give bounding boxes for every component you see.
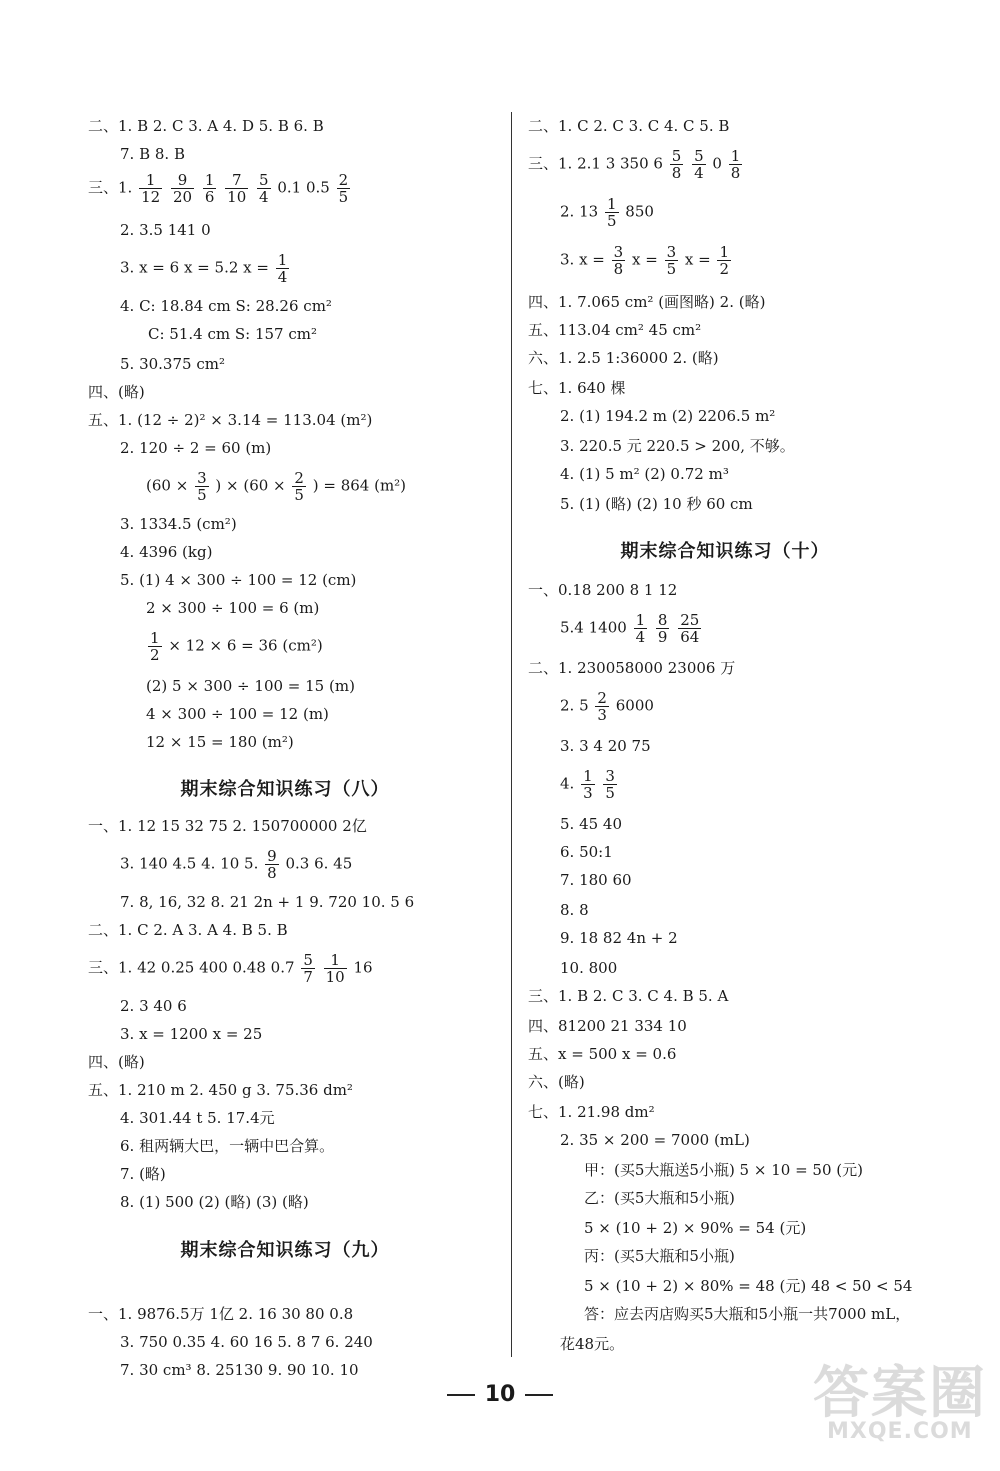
dash-left — [447, 1394, 475, 1396]
answer-line: 一、1. 12 15 32 75 2. 150700000 2亿 — [88, 817, 367, 835]
answer-line: 2. 3 40 6 — [120, 997, 187, 1015]
answer-line: 3. 1334.5 (cm²) — [120, 515, 237, 533]
answer-line: 七、1. 640 棵 — [528, 379, 626, 397]
fraction: $\frac{2}{5}$ — [294, 469, 304, 504]
answer-line: 七、1. 21.98 dm² — [528, 1103, 655, 1121]
answer-line: 4. (1) 5 m² (2) 0.72 m³ — [560, 465, 729, 483]
answer-line: 三、1. B 2. C 3. C 4. B 5. A — [528, 987, 729, 1005]
dash-right — [525, 1394, 553, 1396]
fraction: $\frac{5}{4}$ — [259, 171, 269, 206]
fraction: $\frac{3}{8}$ — [613, 243, 624, 278]
page-number: 10 — [0, 1382, 1000, 1407]
answer-line: 7. 30 cm³ 8. 25130 9. 90 10. 10 — [120, 1361, 359, 1379]
answer-line: 9. 18 82 4n + 2 — [560, 929, 678, 947]
answer-line: 4. C: 18.84 cm S: 28.26 cm² — [120, 297, 332, 315]
answer-line: 12 × 15 = 180 (m²) — [146, 733, 294, 751]
fraction: $\frac{5}{4}$ — [694, 147, 704, 182]
answer-line: 一、0.18 200 8 1 12 — [528, 581, 678, 599]
fraction: $\frac{3}{5}$ — [666, 243, 677, 278]
answer-line: 花48元。 — [560, 1335, 625, 1353]
answer-line: 丙：(买5大瓶和5小瓶) — [584, 1247, 735, 1265]
answer-line: 8. 8 — [560, 901, 589, 919]
watermark-logo — [813, 1349, 988, 1459]
fraction: $\frac{1}{2}$ — [150, 629, 160, 664]
answer-line: 乙：(买5大瓶和5小瓶) — [584, 1189, 735, 1207]
answer-line: 5. (1) (略) (2) 10 秒 60 cm — [560, 495, 753, 513]
fraction: $\frac{25}{64}$ — [680, 611, 700, 646]
fraction: $\frac{1}{3}$ — [583, 767, 593, 802]
fraction: $\frac{7}{10}$ — [227, 171, 247, 206]
answer-line: 2. (1) 194.2 m (2) 2206.5 m² — [560, 407, 776, 425]
answer-line: 三、1. $\frac{1}{12}$ $\frac{9}{20}$ $\frac{1}{6}$ $\frac{7}{10}$ $\frac{5}{4}$ 0.1 0.5 $\frac{2}{5}$ — [88, 171, 349, 206]
fraction: $\frac{3}{5}$ — [605, 767, 615, 802]
answer-line: 7. 8, 16, 32 8. 21 2n + 1 9. 720 10. 5 6 — [120, 893, 415, 911]
answer-line: 7. 180 60 — [560, 871, 632, 889]
answer-line: C: 51.4 cm S: 157 cm² — [148, 325, 317, 343]
answer-line: 3. x = 6 x = 5.2 x = $\frac{1}{4}$ — [120, 251, 288, 286]
watermark-cn: 答案圈 — [813, 1361, 987, 1426]
answer-line: 4. 301.44 t 5. 17.4元 — [120, 1109, 275, 1127]
fraction: $\frac{9}{8}$ — [267, 847, 277, 882]
fraction: $\frac{1}{10}$ — [325, 951, 345, 986]
answer-line: 4 × 300 ÷ 100 = 12 (m) — [146, 705, 329, 723]
answer-line: 7. (略) — [120, 1165, 166, 1183]
section-title: 期末综合知识练习（九） — [180, 1240, 390, 1261]
answer-line: (2) 5 × 300 ÷ 100 = 15 (m) — [146, 677, 355, 695]
answer-line: 四、81200 21 334 10 — [528, 1017, 687, 1035]
answer-line: 三、1. 2.1 3 350 6 $\frac{5}{8}$ $\frac{5}{4}$ 0 $\frac{1}{8}$ — [528, 147, 741, 182]
answer-line: 五、1. (12 ÷ 2)² × 3.14 = 113.04 (m²) — [88, 411, 373, 429]
answer-line: 3. 750 0.35 4. 60 16 5. 8 7 6. 240 — [120, 1333, 373, 1351]
answer-line: 六、(略) — [528, 1073, 585, 1091]
answer-line: 二、1. C 2. C 3. C 4. C 5. B — [528, 117, 730, 135]
answer-line: 3. x = $\frac{3}{8}$ x = $\frac{3}{5}$ x = $\frac{1}{2}$ — [560, 243, 730, 278]
answer-line: 五、x = 500 x = 0.6 — [528, 1045, 677, 1063]
answer-line: 5.4 1400 $\frac{1}{4}$ $\frac{8}{9}$ $\frac{25}{64}$ — [560, 611, 700, 646]
answer-line: 四、1. 7.065 cm² (画图略) 2. (略) — [528, 293, 766, 311]
fraction: $\frac{2}{3}$ — [597, 689, 607, 724]
answer-line: 2. 5 $\frac{2}{3}$ 6000 — [560, 689, 654, 724]
answer-line: 五、1. 210 m 2. 450 g 3. 75.36 dm² — [88, 1081, 353, 1099]
section-title: 期末综合知识练习（八） — [180, 779, 390, 800]
answer-line: 4. 4396 (kg) — [120, 543, 213, 561]
answer-line: 六、1. 2.5 1:36000 2. (略) — [528, 349, 719, 367]
answer-line: 四、(略) — [88, 383, 145, 401]
column-divider — [511, 112, 512, 1357]
fraction: $\frac{5}{8}$ — [671, 147, 682, 182]
answer-line: 四、(略) — [88, 1053, 145, 1071]
answer-line: 2 × 300 ÷ 100 = 6 (m) — [146, 599, 320, 617]
answer-line: 5. 45 40 — [560, 815, 623, 833]
answer-line: 2. 120 ÷ 2 = 60 (m) — [120, 439, 272, 457]
answer-line: 3. 220.5 元 220.5 > 200, 不够。 — [560, 437, 795, 455]
fraction: $\frac{1}{6}$ — [204, 171, 215, 206]
answer-line: 5. 30.375 cm² — [120, 355, 225, 373]
fraction: $\frac{1}{12}$ — [141, 171, 161, 206]
answer-line: 五、113.04 cm² 45 cm² — [528, 321, 702, 339]
fraction: $\frac{5}{7}$ — [303, 951, 313, 986]
answer-line: $\frac{1}{2}$ × 12 × 6 = 36 (cm²) — [150, 629, 323, 664]
answer-line: 8. (1) 500 (2) (略) (3) (略) — [120, 1193, 309, 1211]
answer-line: 2. 13 $\frac{1}{5}$ 850 — [560, 195, 654, 230]
fraction: $\frac{1}{2}$ — [719, 243, 730, 278]
answer-line: 6. 租两辆大巴，一辆中巴合算。 — [120, 1137, 335, 1155]
answer-line: 3. 3 4 20 75 — [560, 737, 651, 755]
answer-line: 三、1. 42 0.25 400 0.48 0.7 $\frac{5}{7}$ $\frac{1}{10}$ 16 — [88, 951, 373, 986]
fraction: $\frac{1}{4}$ — [277, 251, 288, 286]
fraction: $\frac{9}{20}$ — [172, 171, 193, 206]
answer-line: 甲：(买5大瓶送5小瓶) 5 × 10 = 50 (元) — [584, 1161, 863, 1179]
fraction: $\frac{1}{5}$ — [606, 195, 617, 230]
answer-line: 3. x = 1200 x = 25 — [120, 1025, 263, 1043]
fraction: $\frac{1}{8}$ — [730, 147, 741, 182]
answer-line: 2. 3.5 141 0 — [120, 221, 211, 239]
answer-line: 3. 140 4.5 4. 10 5. $\frac{9}{8}$ 0.3 6. 45 — [120, 847, 353, 882]
fraction: $\frac{2}{5}$ — [338, 171, 349, 206]
answer-line: 10. 800 — [560, 959, 618, 977]
answer-line: 2. 35 × 200 = 7000 (mL) — [560, 1131, 750, 1149]
section-title: 期末综合知识练习（十） — [620, 541, 830, 562]
answer-line: (60 × $\frac{3}{5}$ ) × (60 × $\frac{2}{5}$ ) = 864 (m²) — [146, 469, 407, 504]
answer-line: 5. (1) 4 × 300 ÷ 100 = 12 (cm) — [120, 571, 357, 589]
answer-line: 二、1. B 2. C 3. A 4. D 5. B 6. B — [88, 117, 324, 135]
answer-line: 答：应去丙店购买5大瓶和5小瓶一共7000 mL， — [584, 1305, 911, 1323]
answer-line: 二、1. C 2. A 3. A 4. B 5. B — [88, 921, 288, 939]
answer-line: 二、1. 230058000 23006 万 — [528, 659, 736, 677]
fraction: $\frac{3}{5}$ — [197, 469, 207, 504]
answer-line: 5 × (10 + 2) × 80% = 48 (元) 48 < 50 < 54 — [584, 1277, 913, 1295]
answer-line: 6. 50:1 — [560, 843, 613, 861]
answer-line: 7. B 8. B — [120, 145, 185, 163]
fraction: $\frac{1}{4}$ — [635, 611, 646, 646]
fraction: $\frac{8}{9}$ — [657, 611, 668, 646]
answer-line: 5 × (10 + 2) × 90% = 54 (元) — [584, 1219, 807, 1237]
watermark-en: MXQE.COM — [827, 1419, 973, 1444]
answer-line: 一、1. 9876.5万 1亿 2. 16 30 80 0.8 — [88, 1305, 354, 1323]
answer-line: 4. $\frac{1}{3}$ $\frac{3}{5}$ — [560, 767, 615, 802]
